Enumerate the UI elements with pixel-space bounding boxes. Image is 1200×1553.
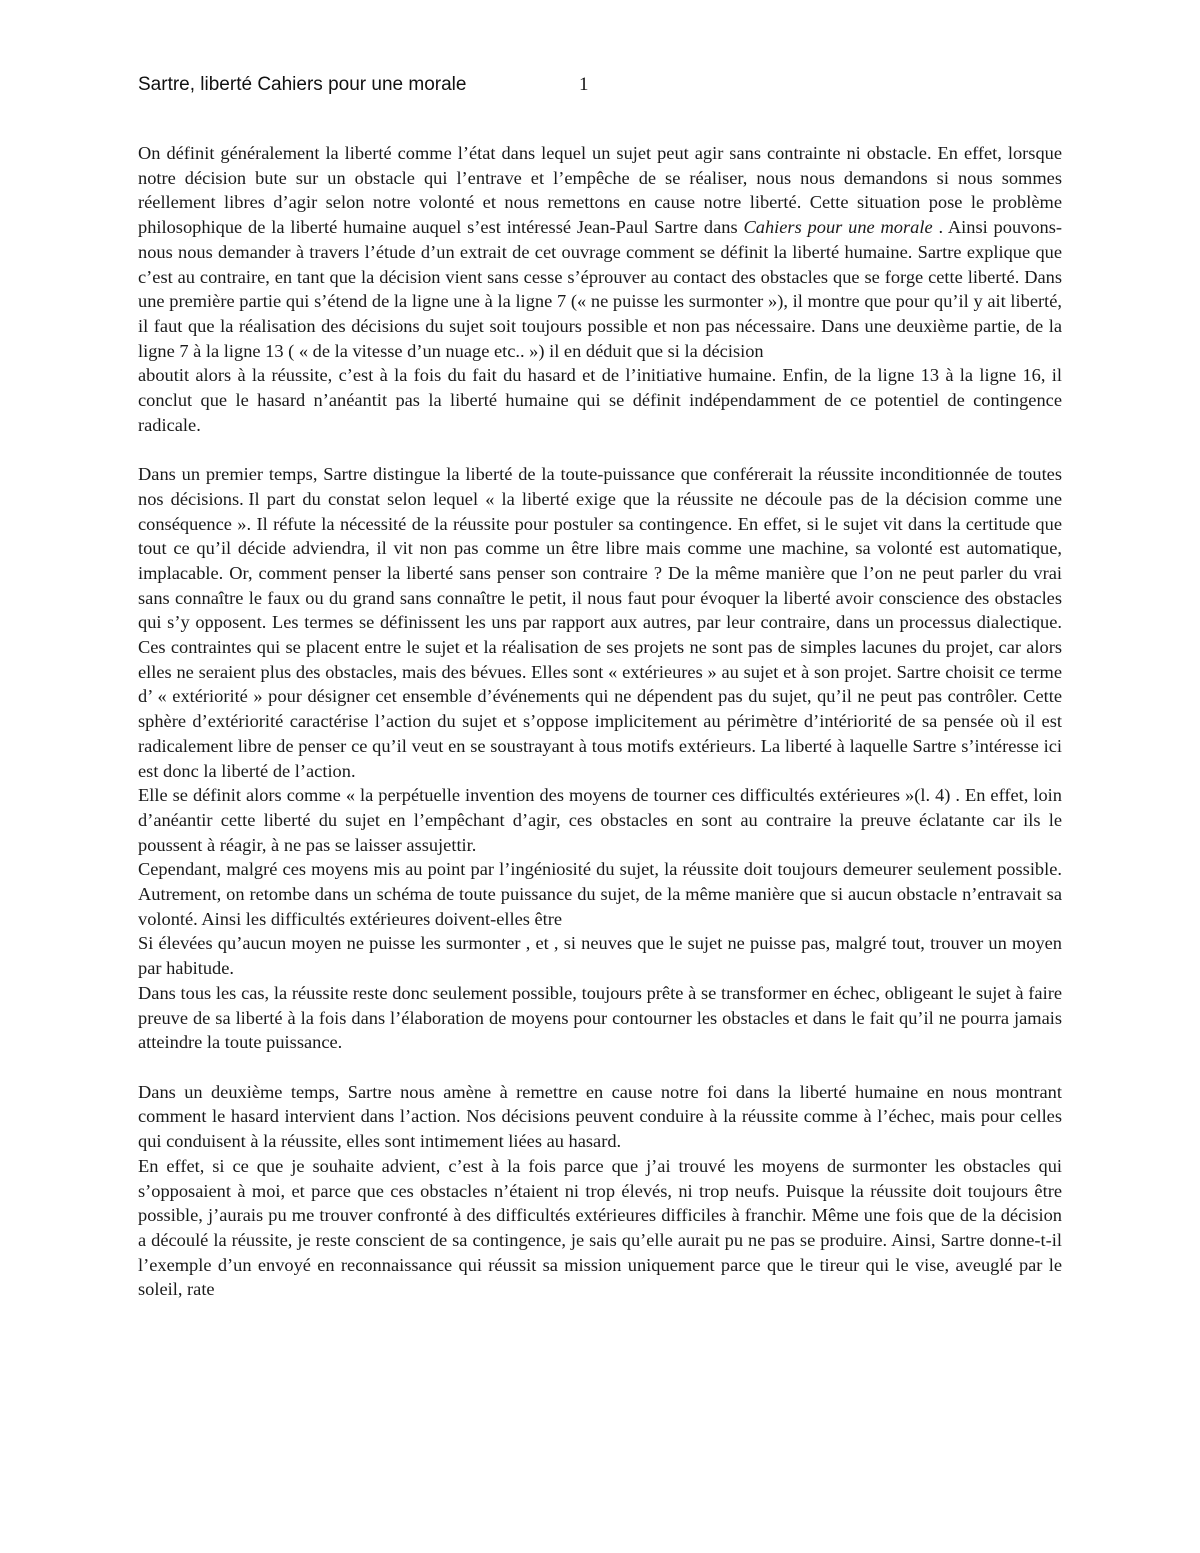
- paragraph-intro-text-a: On définit généralement la liberté comme l’état dans lequel un sujet peut agir sans contrainte ni obstacle. En effet, lorsque notre décision bute sur un obstacle qui l’entrave et l’empêche de se réaliser, nous nous demandons si nous sommes réellement libres d’agir selon notre volonté et nous remettons en cause notre liberté. Cette situation pose le problème philosophique de la liberté humaine auquel s’est intéressé Jean-Paul Sartre dans: [138, 143, 1062, 238]
- paragraph-intro: [138, 141, 1062, 363]
- document-title: Sartre, liberté Cahiers pour une morale: [138, 74, 467, 95]
- paragraph-en-effet: En effet, si ce que je souhaite advient, c’est à la fois parce que j’ai trouvé les moyens de surmonter les obstacles qui s’opposaient à moi, et parce que ces obstacles n’étaient ni trop élevés, ni trop neufs. Puisque la réussite doit toujours être possible, j’aurais pu me trouver confronté à des difficultés extérieures difficiles à franchir. Même une fois que de la décision a découlé la réussite, je reste conscient de sa contingence, je sais qu’elle aurait pu ne pas se produire. Ainsi, Sartre donne-t-il l’exemple d’un envoyé en reconnaissance qui réussit sa mission uniquement parce que le tireur qui le vise, aveuglé par le soleil, rate: [138, 1155, 1062, 1300]
- paragraph-part-one: Dans un premier temps, Sartre distingue la liberté de la toute-puissance que conférerait la réussite inconditionnée de toutes nos décisions. Il part du constat selon lequel « la liberté exige que la réussite ne découle pas de la décision comme une conséquence ». Il réfute la nécessité de la réussite pour postuler sa contingence. En effet, si le sujet vit dans la certitude que tout ce qu’il décide adviendra, il vit non pas comme un être libre mais comme une machine, sa volonté est automatique, implacable. Or, comment penser la liberté sans penser son contraire ? De la même manière que l’on ne peut parler du vrai sans connaître le faux ou du grand sans connaître le petit, il nous faut pour évoquer la liberté avoir conscience des obstacles qui s’y opposent. Les termes se définissent les uns par rapport aux autres, par leur contraire, dans un processus dialectique. Ces contraintes qui se placent entre le sujet et la réalisation de ses projets ne sont pas de simples lacunes du projet, car alors elles ne seraient plus des obstacles, mais des bévues. Elles sont « extérieures » au sujet et à son projet. Sartre choisit ce terme d’ « extériorité » pour désigner cet ensemble d’événements qui ne dépendent pas du sujet, qu’il ne peut pas contrôler. Cette sphère d’extériorité caractérise l’action du sujet et s’oppose implicitement au périmètre d’intériorité de sa pensée où il est radicalement libre de penser ce qu’il veut en se soustrayant à tous motifs extérieurs. La liberté à laquelle Sartre s’intéresse ici est donc la liberté de l’action.: [138, 464, 1062, 781]
- page-number: 1: [579, 74, 589, 95]
- paragraph-cependant: Cependant, malgré ces moyens mis au point par l’ingéniosité du sujet, la réussite doit toujours demeurer seulement possible. Autrement, on retombe dans un schéma de toute puissance du sujet, de la même manière que si aucun obstacle n’entravait sa volonté. Ainsi les difficultés extérieures doivent-elles être: [138, 859, 1062, 929]
- paragraph-definition: Elle se définit alors comme « la perpétuelle invention des moyens de tourner ces difficultés extérieures »(l. 4) . En effet, loin d’anéantir cette liberté du sujet en l’empêchant d’agir, ces obstacles en sont au contraire la preuve éclatante car ils le poussent à réagir, à ne pas se laisser assujettir.: [138, 785, 1062, 855]
- document-body: [138, 141, 1062, 1302]
- paragraph-si-elevees: Si élevées qu’aucun moyen ne puisse les surmonter , et , si neuves que le sujet ne puisse pas, malgré tout, trouver un moyen par habitude.: [138, 933, 1062, 979]
- paragraph-part-two: Dans un deuxième temps, Sartre nous amène à remettre en cause notre foi dans la liberté humaine en nous montrant comment le hasard intervient dans l’action. Nos décisions peuvent conduire à la réussite comme à l’échec, mais pour celles qui conduisent à la réussite, elles sont intimement liées au hasard.: [138, 1081, 1062, 1152]
- paragraph-intro-continued: aboutit alors à la réussite, c’est à la fois du fait du hasard et de l’initiative humaine. Enfin, de la ligne 13 à la ligne 16, il conclut que le hasard n’anéantit pas la liberté humaine qui se définit indépendamment de ce potentiel de contingence radicale.: [138, 365, 1062, 435]
- paragraph-conclusion-part-one: Dans tous les cas, la réussite reste donc seulement possible, toujours prête à se transformer en échec, obligeant le sujet à faire preuve de sa liberté à la fois dans l’élaboration de moyens pour contourner les obstacles et dans le fait qu’il ne pourra jamais atteindre la toute puissance.: [138, 982, 1062, 1053]
- page-header: [138, 74, 589, 96]
- paragraph-intro-text-b: . Ainsi pouvons-nous nous demander à travers l’étude d’un extrait de cet ouvrage comment se définit la liberté humaine. Sartre explique que c’est au contraire, en tant que la décision vient sans cesse s’éprouver au contact des obstacles que se forge cette liberté. Dans une première partie qui s’étend de la ligne une à la ligne 7 (« ne puisse les surmonter »), il montre que pour qu’il y ait liberté, il faut que la réalisation des décisions du sujet soit toujours possible et non pas nécessaire. Dans une deuxième partie, de la ligne 7 à la ligne 13 ( « de la vitesse d’un nuage etc.. ») il en déduit que si la décision: [138, 217, 1063, 361]
- book-title: Cahiers pour une morale: [743, 217, 933, 238]
